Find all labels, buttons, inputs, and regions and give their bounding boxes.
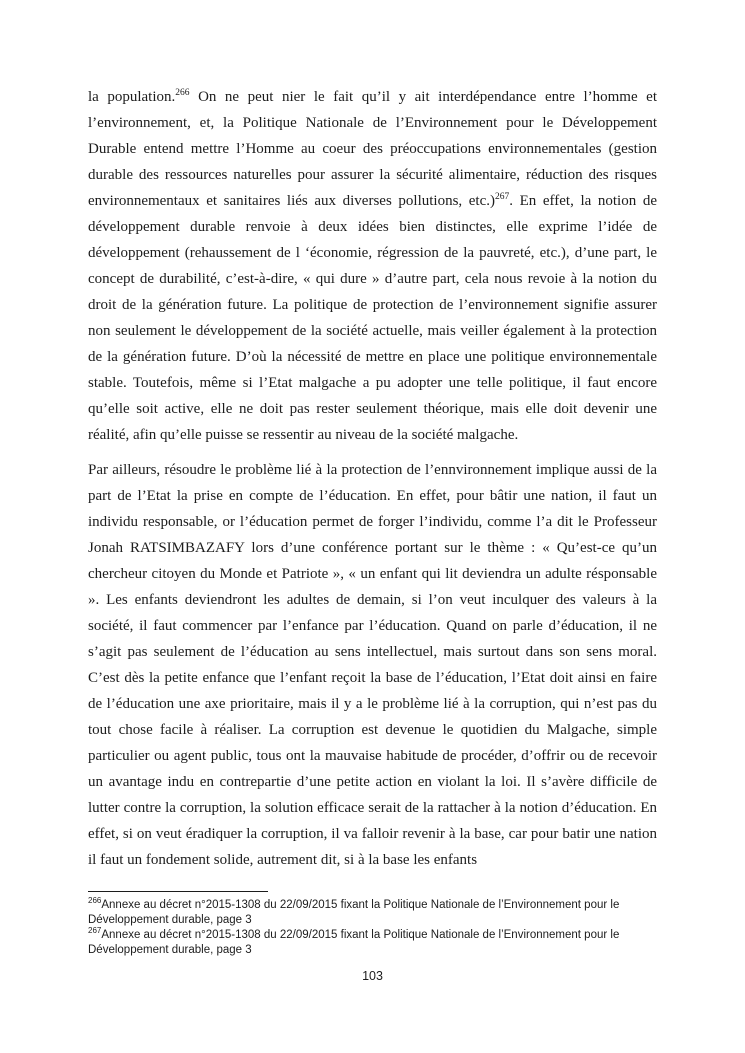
footnote: $^{267}$Annexe au décret n°2015-1308 du 22/09/2015 fixant la Politique Nationale de l’Environnement pour le Développement durable, page 3 (88, 926, 620, 956)
footnote-reference: 266 (175, 88, 190, 98)
paragraph: la population.$^{266}$ On ne peut nier le fait qu’il y ait interdépendance entre l’homme et l’environnement, et, la Politique Nationale de l’Environnement pour le Développement Durable entend mettre l’Homme au coeur des préoccupations environnementales (gestion durable des ressources naturelles pour assurer la sécurité alimentaire, réduction des risques environnementaux et sanitaires liés aux diverses pollutions, etc.)$^{267}$. En effet, la notion de développement durable renvoie à deux idées bien distinctes, elle exprime l’idée de développement (rehaussement de l ‘économie, régression de la pauvreté, etc.), d’une part, le concept de durabilité, c’est-à-dire, « qui dure » d’autre part, cela nous revoie à la notion du droit de la génération future. La politique de protection de l’environnement signifie assurer non seulement le développement de la société actuelle, mais veiller également à la protection de la génération future. D’où la nécessité de mettre en place une politique environnementale stable. Toutefois, même si l’Etat malgache a pu adopter une telle politique, il faut encore qu’elle soit active, elle ne doit pas rester seulement théorique, mais elle doit devenir une réalité, afin qu’elle puisse se ressentir au niveau de la société malgache. (88, 88, 657, 443)
footnote: $^{266}$Annexe au décret n°2015-1308 du 22/09/2015 fixant la Politique Nationale de l’Environnement pour le Développement durable, page 3 (88, 896, 620, 926)
footnotes (88, 898, 663, 958)
footnote-number: 267 (88, 926, 102, 936)
footnote-reference: 267 (495, 192, 510, 202)
page-number: 103 (362, 969, 383, 983)
body-text (88, 84, 657, 882)
paragraph: Par ailleurs, résoudre le problème lié à la protection de l’ennvironnement implique aussi de la part de l’Etat la prise en compte de l’éducation. En effet, pour bâtir une nation, il faut un individu responsable, or l’éducation permet de forger l’individu, comme l’a dit le Professeur Jonah RATSIMBAZAFY lors d’une conférence portant sur le thème : « Qu’est-ce qu’un chercheur citoyen du Monde et Patriote », « un enfant qui lit deviendra un adulte résponsable ». Les enfants deviendront les adultes de demain, si l’on veut inculquer des valeurs à la société, il faut commencer par l’enfance par l’éducation. Quand on parle d’éducation, il ne s’agit pas seulement de l’éducation au sens intellectuel, mais surtout dans son sens moral. C’est dès la petite enfance que l’enfant reçoit la base de l’éducation, l’Etat doit ainsi en faire de l’éducation une axe prioritaire, mais il y a le problème lié à la corruption, qui n’est pas du tout chose facile à réaliser. La corruption est devenue le quotidien du Malgache, simple particulier ou agent public, tous ont la mauvaise habitude de procéder, d’offrir ou de recevoir un avantage indu en contrepartie d’une petite action en violant la loi. Il s’avère difficile de lutter contre la corruption, la solution efficace serait de la rattacher à la notion d’éducation. En effet, si on veut éradiquer la corruption, il va falloir revenir à la base, car pour batir une nation il faut un fondement solide, autrement dit, si à la base les enfants (88, 462, 657, 868)
footnote-separator (88, 891, 268, 892)
footnote-number: 266 (88, 896, 102, 906)
